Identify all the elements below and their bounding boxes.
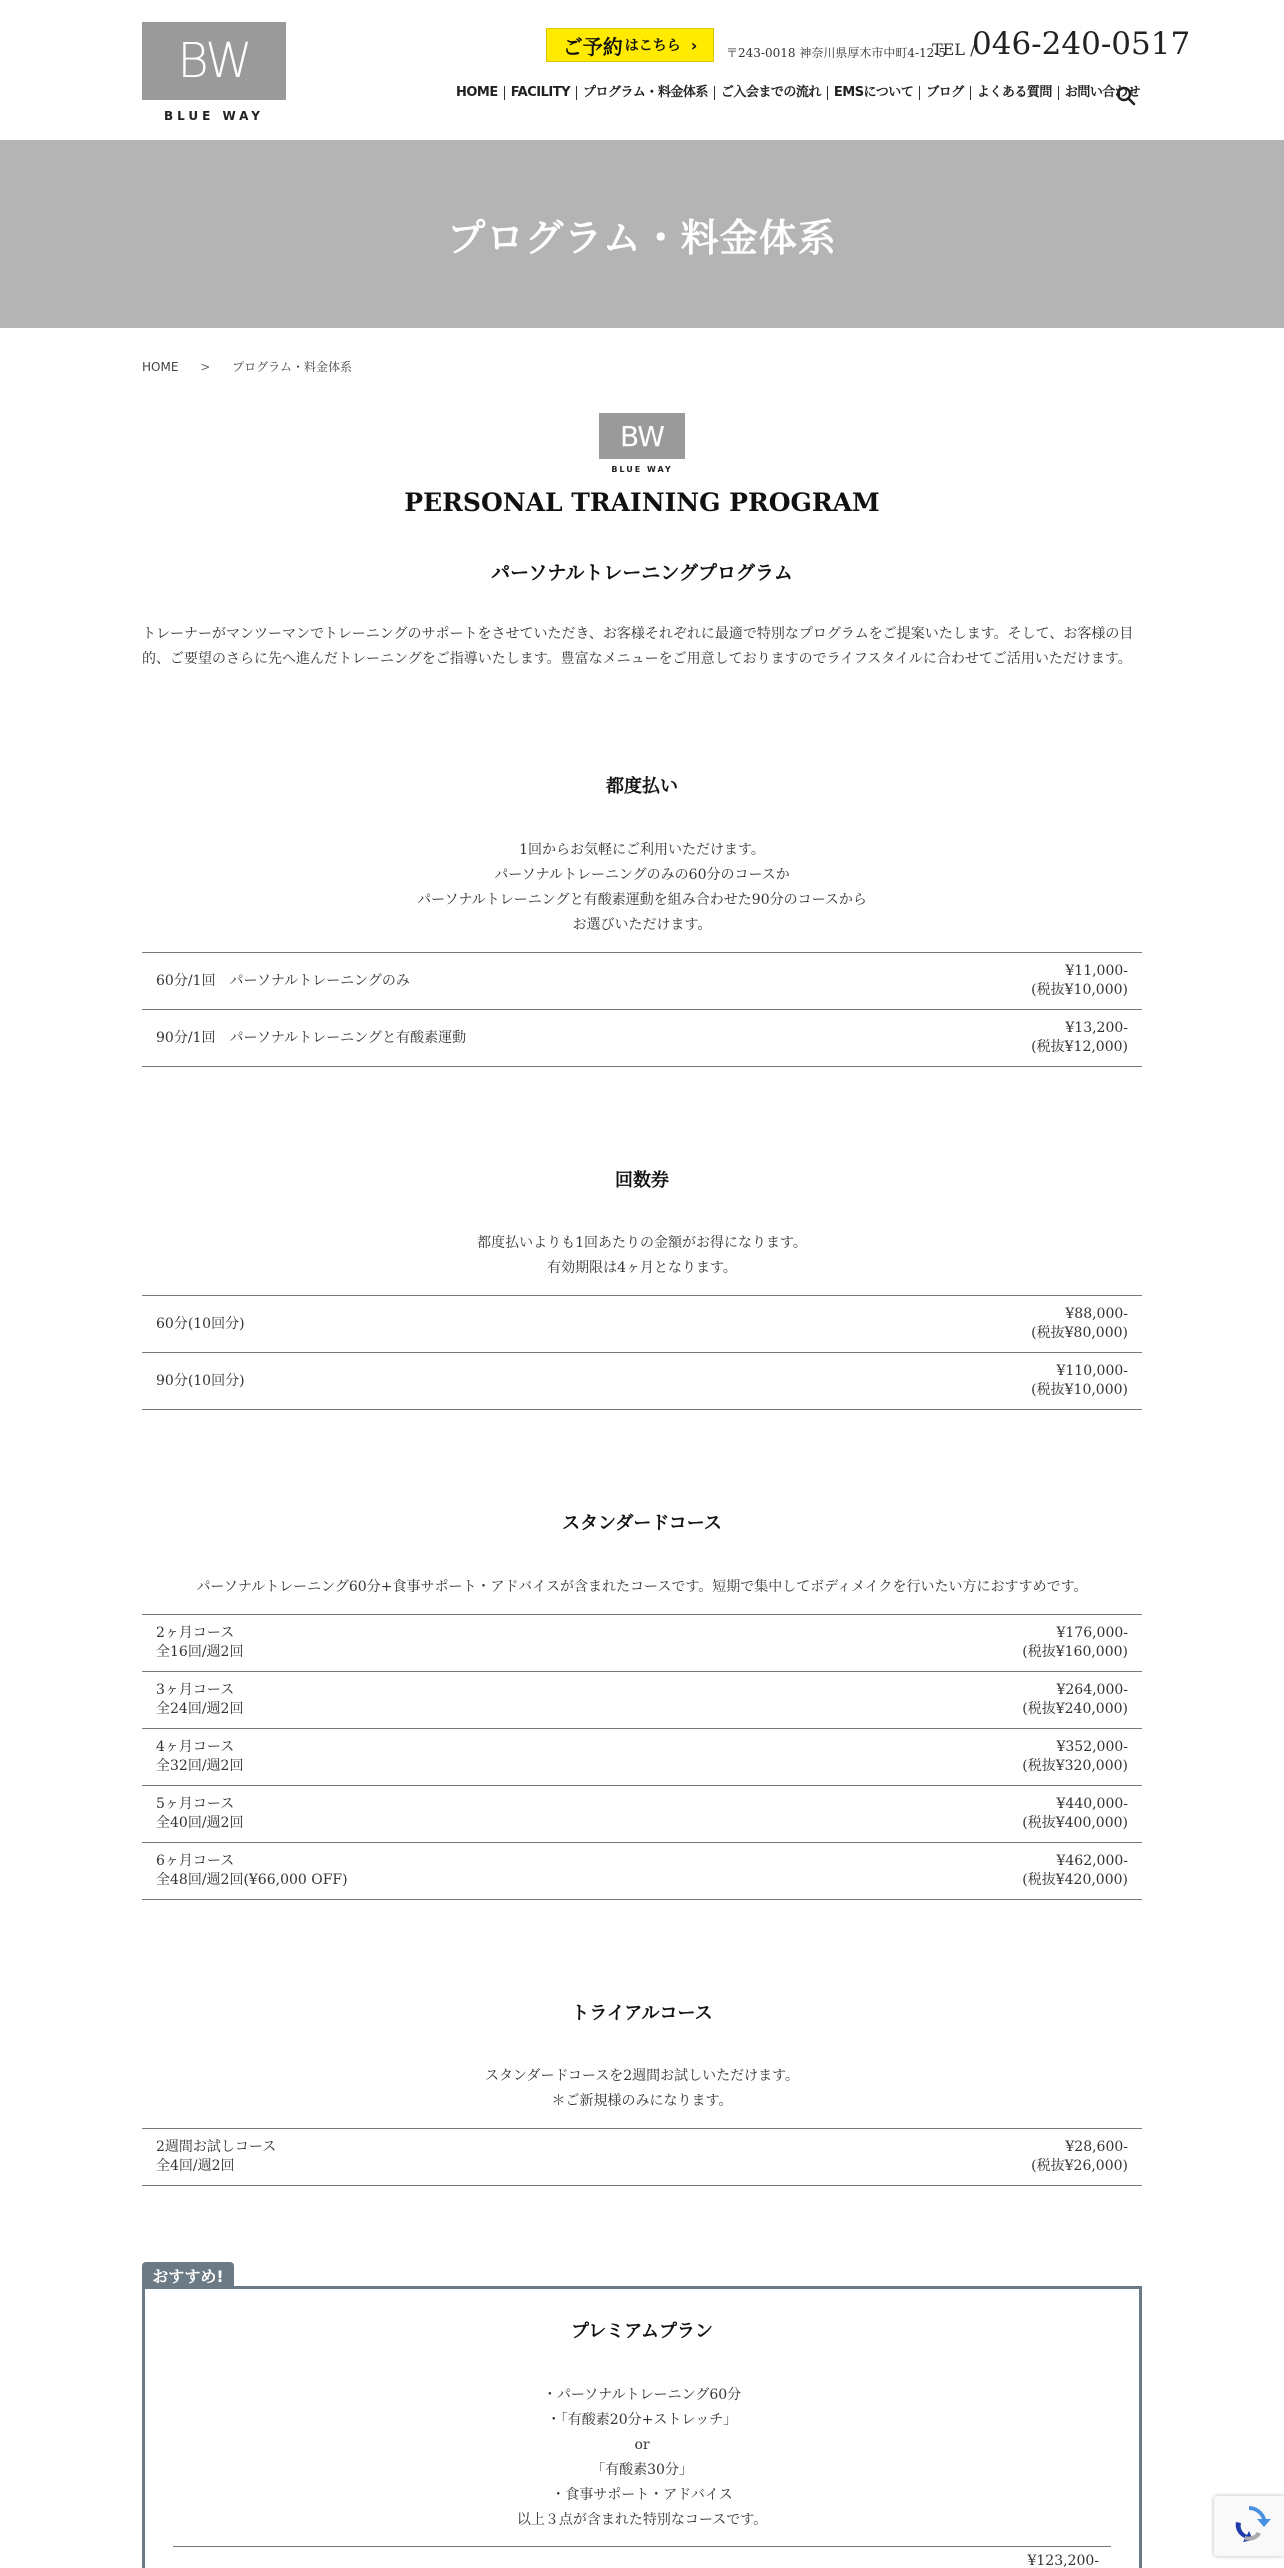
course-sessions: 全32回/週2回 [156,1758,244,1774]
site-header [0,0,1284,140]
program-title-en: PERSONAL TRAINING PROGRAM [404,488,880,517]
global-nav [456,86,1146,100]
price-tax: (税抜¥320,000) [1022,1758,1128,1774]
price-row [142,1672,1142,1729]
nav-home[interactable]: HOME [456,85,498,100]
premium-plan-price: ¥123,200- [1027,2553,1099,2568]
trial-desc-line: ＊ご新規様のみになります。 [551,2093,733,2109]
premium-plan-title: プレミアムプラン [570,2321,714,2342]
premium-desc-line: 以上３点が含まれた特別なコースです。 [516,2512,768,2528]
address: 〒243-0018 神奈川県厚木市中町4-12-5 [726,46,946,60]
price-row-label: 90分/1回 パーソナルトレーニングと有酸素運動 [156,1029,467,1046]
pay-per-title: 都度払い [606,776,678,797]
price-row [142,1615,1142,1672]
trial-desc [0,2064,1284,2114]
price-tax: (税抜¥160,000) [1022,1644,1128,1660]
course-sessions: 全24回/週2回 [156,1701,244,1717]
price-tax: (税抜¥240,000) [1022,1701,1128,1717]
price-row [142,2129,1142,2186]
price-row [142,1786,1142,1843]
premium-plan-desc [145,2383,1139,2533]
pay-per-desc-line: 1回からお気軽にご利用いただけます。 [519,842,765,858]
price-value: ¥440,000- [1056,1796,1128,1812]
logo-mark-box [142,22,286,100]
tickets-desc-line: 有効期限は4ヶ月となります。 [547,1260,737,1276]
standard-price-table [142,1614,1142,1900]
pay-per-desc-line: パーソナルトレーニングと有酸素運動を組み合わせた90分のコースから [417,892,867,908]
price-row [142,953,1142,1010]
price-value: ¥462,000- [1056,1853,1128,1869]
course-sessions: 全40回/週2回 [156,1815,244,1831]
recaptcha-badge[interactable] [1214,2496,1284,2556]
section-logo-text: BLUE WAY [611,465,673,474]
price-row [142,1010,1142,1067]
price-value: ¥11,000- [1065,963,1128,979]
trial-price-table [142,2128,1142,2186]
recaptcha-icon [1214,2496,1284,2556]
price-value: ¥28,600- [1065,2139,1128,2155]
program-title-jp: パーソナルトレーニングプログラム [491,562,793,584]
price-value: ¥110,000- [1056,1363,1128,1379]
program-intro-text: トレーナーがマンツーマンでトレーニングのサポートをさせていただき、お客様それぞれに最適で特別なプログラムをご提案いたします。そして、お客様の目的、ご要望のさらに先へ進んだトレーニングをご指導いたします。豊富なメニューをご用意しておりますのでライフスタイルに合わせてご活用いただけます。 [142,626,1134,667]
pay-per-desc-line: パーソナルトレーニングのみの60分のコースか [494,867,790,883]
price-row-label: 60分/1回 パーソナルトレーニングのみ [156,972,410,989]
course-sessions: 全4回/週2回 [156,2158,235,2174]
nav-facility[interactable]: FACILITY [504,86,576,100]
price-row-label: 90分(10回分) [156,1372,245,1389]
price-value: ¥88,000- [1065,1306,1128,1322]
premium-desc-line: ・「有酸素20分+ストレッチ」 [546,2412,738,2428]
standard-desc [0,1575,1284,1600]
course-name: 3ヶ月コース [156,1682,235,1698]
pay-per-desc [0,838,1284,938]
section-logo [599,413,685,475]
breadcrumb-home[interactable]: HOME [142,360,179,374]
search-icon[interactable] [1116,86,1136,106]
nav-program[interactable]: プログラム・料金体系 [576,86,714,100]
section-logo-mark: BW [599,413,685,459]
tickets-desc-line: 都度払いよりも1回あたりの金額がお得になります。 [477,1235,807,1251]
divider [173,2546,1111,2547]
premium-plan-box [142,2286,1142,2568]
course-name: 2週間お試しコース [156,2139,277,2155]
price-row [142,1353,1142,1410]
course-sessions: 全16回/週2回 [156,1644,244,1660]
course-name: 5ヶ月コース [156,1796,235,1812]
price-row-label: 60分(10回分) [156,1315,245,1332]
breadcrumb-separator: > [200,360,211,374]
tel-label: TEL / [932,40,976,59]
site-logo[interactable] [142,22,286,126]
price-tax: (税抜¥10,000) [1031,1382,1128,1398]
standard-title: スタンダードコース [562,1513,722,1534]
standard-desc-line: パーソナルトレーニング60分+食事サポート・アドバイスが含まれたコースです。短期で集中してボディメイクを行いたい方におすすめです。 [196,1579,1088,1595]
course-name: 2ヶ月コース [156,1625,235,1641]
price-tax: (税抜¥80,000) [1031,1325,1128,1341]
nav-contact[interactable]: お問い合わせ [1058,86,1146,100]
price-value: ¥352,000- [1056,1739,1128,1755]
page-hero [0,140,1284,328]
course-sessions: 全48回/週2回(¥66,000 OFF) [156,1872,348,1888]
price-tax: (税抜¥12,000) [1031,1039,1128,1055]
tickets-title: 回数券 [615,1170,669,1191]
tel-number[interactable]: 046-240-0517 [972,26,1191,62]
premium-desc-line: ・パーソナルトレーニング60分 [542,2387,742,2403]
tickets-price-table [142,1295,1142,1410]
reserve-button[interactable] [546,28,714,62]
breadcrumb [142,358,352,375]
page-title: プログラム・料金体系 [447,215,837,260]
price-value: ¥264,000- [1056,1682,1128,1698]
pay-per-desc-line: お選びいただけます。 [572,917,712,933]
nav-flow[interactable]: ご入会までの流れ [714,86,827,100]
premium-desc-line: 「有酸素30分」 [591,2462,693,2478]
tickets-desc [0,1231,1284,1281]
trial-title: トライアルコース [571,2003,713,2024]
price-value: ¥13,200- [1065,1020,1128,1036]
course-name: 6ヶ月コース [156,1853,235,1869]
course-name: 4ヶ月コース [156,1739,235,1755]
price-tax: (税抜¥400,000) [1022,1815,1128,1831]
reserve-label-sub: はこちら [624,38,681,54]
reserve-label-main: ご予約 [562,34,623,59]
nav-ems[interactable]: EMSについて [827,86,919,100]
price-tax: (税抜¥420,000) [1022,1872,1128,1888]
breadcrumb-current: プログラム・料金体系 [232,360,353,374]
logo-mark: BW [177,33,251,89]
recommended-badge: おすすめ! [142,2262,234,2288]
price-row [142,1296,1142,1353]
premium-desc-line: ・食事サポート・アドバイス [551,2487,733,2503]
chevron-right-icon: › [690,35,698,55]
price-row [142,1843,1142,1900]
premium-desc-line: or [634,2437,650,2453]
nav-blog[interactable]: ブログ [919,86,970,100]
pay-per-price-table [142,952,1142,1067]
price-tax: (税抜¥10,000) [1031,982,1128,998]
price-value: ¥176,000- [1056,1625,1128,1641]
nav-faq[interactable]: よくある質問 [970,86,1058,100]
price-tax: (税抜¥26,000) [1031,2158,1128,2174]
trial-desc-line: スタンダードコースを2週間お試しいただけます。 [485,2068,799,2084]
logo-text: BLUE WAY [163,109,264,123]
price-row [142,1729,1142,1786]
